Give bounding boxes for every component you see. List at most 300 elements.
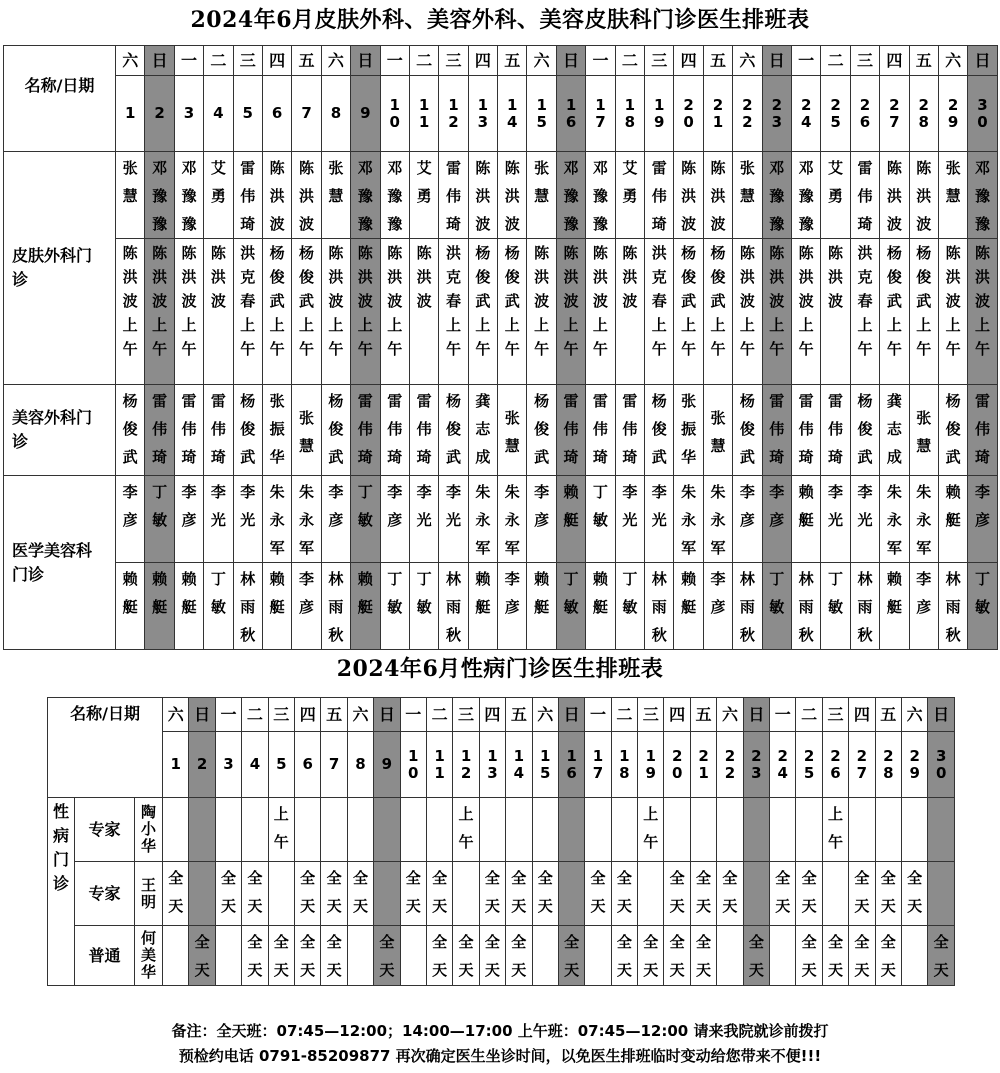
weekday-cell: 一 — [380, 46, 409, 76]
day-number: 17 — [592, 746, 604, 782]
shift-cell — [854, 798, 870, 800]
weekday-cell: 六 — [901, 698, 927, 732]
shift-cell: 全天 — [801, 933, 817, 979]
weekday-cell: 日 — [374, 698, 400, 732]
day-number: 10 — [408, 746, 419, 782]
level-label: 专家 — [75, 862, 135, 926]
shift-cell — [352, 926, 368, 928]
doctor-name: 杨俊武 — [534, 392, 550, 466]
day-row — [4, 76, 998, 152]
doctor-name: 杨俊武上午 — [475, 244, 491, 358]
weekday-cell: 五 — [703, 46, 732, 76]
shift-cell: 全天 — [801, 869, 817, 915]
day-number: 27 — [856, 746, 868, 782]
shift-cell — [590, 798, 606, 800]
doctor-name: 雷伟琦 — [769, 392, 785, 466]
doctor-name: 邓豫豫 — [769, 159, 785, 233]
shift-cell — [405, 926, 421, 928]
doctor-name: 洪克春上午 — [857, 244, 873, 358]
shift-cell — [775, 926, 791, 928]
weekday-cell: 二 — [615, 46, 644, 76]
doctor-name: 杨俊武上午 — [504, 244, 520, 358]
doctor-name: 赖艇 — [681, 570, 697, 616]
weekday-cell: 日 — [762, 46, 791, 76]
day-number: 3 — [183, 104, 195, 122]
shift-cell — [616, 798, 632, 800]
shift-cell — [828, 862, 844, 864]
day-number: 1 — [124, 104, 136, 122]
doctor-name: 张慧 — [945, 159, 961, 205]
doctor-name: 李彦 — [739, 483, 755, 529]
doctor-name: 陈洪波 — [622, 244, 638, 310]
doctor-name: 陈洪波上午 — [975, 244, 991, 358]
day-row — [48, 732, 955, 798]
std-row — [48, 862, 955, 926]
doctor-name: 赖艇 — [563, 483, 579, 529]
shift-cell: 全天 — [484, 869, 500, 915]
weekday-cell: 四 — [674, 46, 703, 76]
shift-cell — [880, 798, 896, 800]
doctor-name: 张慧 — [916, 409, 932, 455]
shift-cell — [432, 798, 448, 800]
shift-cell: 全天 — [194, 933, 210, 979]
doctor-name: 张慧 — [710, 409, 726, 455]
day-number: 25 — [803, 746, 815, 782]
shift-cell: 全天 — [669, 933, 685, 979]
doctor-name: 李彦 — [122, 483, 138, 529]
weekday-cell: 六 — [733, 46, 762, 76]
weekday-cell: 六 — [717, 698, 743, 732]
shift-cell — [458, 862, 474, 864]
doctor-name: 龚志成 — [886, 392, 902, 466]
day-number: 21 — [698, 746, 709, 782]
doctor-name: 张慧 — [299, 409, 315, 455]
doctor-name: 雷伟琦 — [152, 392, 168, 466]
shift-cell: 全天 — [854, 933, 870, 979]
weekday-cell: 三 — [439, 46, 468, 76]
day-number: 9 — [381, 755, 393, 773]
doctor-name: 丁敏 — [622, 570, 638, 616]
doctor-name: 杨俊武 — [651, 392, 667, 466]
shift-cell: 全天 — [827, 933, 843, 979]
doctor-name: 朱永军 — [504, 483, 520, 557]
doctor-name: 艾勇 — [416, 159, 432, 205]
day-number: 18 — [619, 746, 630, 782]
shift-cell — [511, 798, 527, 800]
weekday-cell: 日 — [928, 698, 955, 732]
doctor-name: 何美华 — [141, 929, 157, 981]
day-number: 6 — [271, 104, 283, 122]
shift-cell — [564, 798, 580, 800]
day-number: 28 — [918, 95, 929, 131]
doctor-name: 杨俊武上午 — [886, 244, 902, 358]
header-label: 名称/日期 — [48, 698, 163, 798]
doctor-name: 李光 — [622, 483, 638, 529]
shift-cell — [379, 862, 395, 864]
shift-cell — [221, 926, 237, 928]
doctor-name: 龚志成 — [475, 392, 491, 466]
shift-cell: 全天 — [247, 933, 263, 979]
doctor-name: 张慧 — [122, 159, 138, 205]
shift-cell: 全天 — [511, 933, 527, 979]
shift-cell: 上午 — [458, 805, 474, 851]
shift-cell: 上午 — [273, 805, 289, 851]
doctor-name: 雷伟琦 — [181, 392, 197, 466]
doctor-name: 艾勇 — [210, 159, 226, 205]
day-number: 20 — [671, 746, 683, 782]
doctor-name: 雷伟琦 — [857, 159, 873, 233]
doctor-name: 陈洪波 — [299, 159, 315, 233]
weekday-cell: 三 — [850, 46, 879, 76]
doctor-name: 林雨秋 — [651, 570, 667, 644]
shift-cell — [933, 798, 949, 800]
doctor-name: 林雨秋 — [240, 570, 256, 644]
day-number: 10 — [389, 95, 400, 131]
day-number: 15 — [539, 746, 551, 782]
day-number: 29 — [947, 95, 959, 131]
shift-cell — [221, 798, 237, 800]
page-title: 2024年6月皮肤外科、美容外科、美容皮肤科门诊医生排班表 — [190, 7, 810, 33]
day-number: 13 — [477, 95, 489, 131]
shift-cell: 全天 — [933, 933, 949, 979]
day-number: 28 — [883, 746, 894, 782]
weekday-cell: 四 — [262, 46, 291, 76]
weekday-cell: 三 — [638, 698, 664, 732]
department-name: 皮肤外科门诊 — [12, 246, 93, 289]
weekday-cell: 四 — [880, 46, 909, 76]
weekday-cell: 日 — [558, 698, 584, 732]
doctor-name: 李彦 — [504, 570, 520, 616]
doctor-name: 陈洪波 — [269, 159, 285, 233]
doctor-name: 雷伟琦 — [828, 392, 844, 466]
shift-cell: 全天 — [300, 933, 316, 979]
shift-cell — [722, 926, 738, 928]
doctor-name: 雷伟琦 — [445, 159, 461, 233]
doctor-name: 朱永军 — [269, 483, 285, 557]
doctor-name: 邓豫豫 — [975, 159, 991, 233]
day-number: 17 — [595, 95, 606, 131]
doctor-name: 朱永军 — [916, 483, 932, 557]
day-number: 11 — [434, 746, 445, 782]
doctor-name: 杨俊武上午 — [269, 244, 285, 358]
doctor-name: 赖艇 — [886, 570, 902, 616]
doctor-name: 陈洪波上午 — [945, 244, 961, 358]
doctor-name: 张慧 — [534, 159, 550, 205]
shift-cell: 全天 — [484, 933, 500, 979]
weekday-cell: 日 — [189, 698, 215, 732]
doctor-name: 李彦 — [299, 570, 315, 616]
weekday-cell: 五 — [875, 698, 901, 732]
day-number: 16 — [566, 746, 577, 782]
weekday-cell: 日 — [743, 698, 769, 732]
doctor-name: 丁敏 — [416, 570, 432, 616]
day-number: 9 — [360, 104, 371, 122]
shift-cell: 全天 — [273, 933, 289, 979]
day-number: 26 — [859, 95, 871, 131]
weekday-cell: 一 — [400, 698, 426, 732]
weekday-cell: 一 — [586, 46, 615, 76]
weekday-cell: 日 — [351, 46, 380, 76]
schedule-row — [4, 563, 998, 650]
doctor-name: 陈洪波上午 — [357, 244, 373, 358]
doctor-name: 陈洪波 — [504, 159, 520, 233]
weekday-cell: 二 — [821, 46, 850, 76]
doctor-name: 杨俊武 — [240, 392, 256, 466]
weekday-cell: 四 — [664, 698, 690, 732]
doctor-name: 邓豫豫 — [387, 159, 403, 233]
shift-cell: 全天 — [643, 933, 659, 979]
shift-cell — [907, 926, 923, 928]
doctor-name: 陈洪波上午 — [739, 244, 755, 358]
shift-cell: 全天 — [405, 869, 421, 915]
doctor-name: 陈洪波上午 — [122, 244, 138, 358]
weekday-cell: 五 — [506, 698, 532, 732]
doctor-name: 陶小华 — [141, 803, 157, 855]
weekday-cell: 一 — [215, 698, 241, 732]
shift-cell: 全天 — [432, 933, 448, 979]
doctor-name: 陈洪波上午 — [387, 244, 403, 358]
doctor-name: 丁敏 — [769, 570, 785, 616]
shift-cell: 全天 — [722, 869, 738, 915]
weekday-cell: 一 — [791, 46, 820, 76]
doctor-name: 陈洪波 — [416, 244, 432, 310]
shift-cell — [352, 798, 368, 800]
shift-cell — [300, 798, 316, 800]
shift-cell — [537, 926, 553, 928]
day-number: 21 — [712, 95, 724, 131]
doctor-name: 赖艇 — [357, 570, 373, 616]
weekday-cell: 二 — [242, 698, 268, 732]
weekday-cell: 一 — [174, 46, 203, 76]
day-number: 12 — [460, 746, 472, 782]
doctor-name: 陈洪波 — [681, 159, 697, 233]
doctor-name: 陈洪波上午 — [181, 244, 197, 358]
shift-cell: 全天 — [326, 933, 342, 979]
shift-cell: 全天 — [432, 869, 448, 915]
std-schedule-table — [47, 697, 955, 986]
doctor-name: 李彦 — [181, 483, 197, 529]
doctor-name: 洪克春上午 — [651, 244, 667, 358]
doctor-name: 赖艇 — [269, 570, 285, 616]
weekday-cell: 六 — [347, 698, 373, 732]
doctor-name: 陈洪波 — [710, 159, 726, 233]
weekday-cell: 四 — [468, 46, 497, 76]
weekday-cell: 六 — [527, 46, 556, 76]
shift-cell: 上午 — [643, 805, 659, 851]
schedule-row — [4, 476, 998, 563]
weekday-cell: 二 — [611, 698, 637, 732]
shift-cell: 全天 — [880, 869, 896, 915]
shift-cell — [590, 926, 606, 928]
shift-cell — [194, 862, 210, 864]
weekday-cell: 三 — [822, 698, 848, 732]
shift-cell: 全天 — [537, 869, 553, 915]
doctor-name: 张慧 — [504, 409, 520, 455]
weekday-cell: 二 — [426, 698, 452, 732]
header-label: 名称/日期 — [4, 46, 116, 152]
shift-cell — [379, 798, 395, 800]
doctor-name: 杨俊武 — [328, 392, 344, 466]
doctor-name: 张慧 — [328, 159, 344, 205]
shift-cell — [775, 798, 791, 800]
doctor-name: 朱永军 — [710, 483, 726, 557]
doctor-name: 陈洪波 — [210, 244, 226, 310]
doctor-name: 赖艇 — [122, 570, 138, 616]
doctor-name: 杨俊武 — [857, 392, 873, 466]
shift-cell — [405, 798, 421, 800]
shift-cell — [748, 798, 764, 800]
day-number: 26 — [830, 746, 841, 782]
std-schedule-title: 2024年6月性病门诊医生排班表 — [336, 656, 664, 682]
day-number: 8 — [355, 755, 366, 773]
shift-cell — [273, 862, 289, 864]
shift-cell: 全天 — [880, 933, 896, 979]
doctor-name: 丁敏 — [592, 483, 608, 529]
std-row — [48, 798, 955, 862]
weekday-row — [4, 46, 998, 76]
day-number: 18 — [624, 95, 636, 131]
doctor-name: 李彦 — [916, 570, 932, 616]
dermatology-schedule-table — [3, 45, 998, 650]
day-number: 5 — [242, 104, 253, 122]
weekday-cell: 二 — [409, 46, 438, 76]
doctor-name: 丁敏 — [152, 483, 168, 529]
day-number: 30 — [935, 746, 947, 782]
shift-cell: 全天 — [669, 869, 685, 915]
day-number: 24 — [800, 95, 812, 131]
doctor-name: 雷伟琦 — [798, 392, 814, 466]
doctor-name: 李彦 — [387, 483, 403, 529]
weekday-cell: 五 — [498, 46, 527, 76]
day-number: 19 — [654, 95, 665, 131]
doctor-name: 李光 — [210, 483, 226, 529]
doctor-name: 杨俊武 — [445, 392, 461, 466]
day-number: 2 — [154, 104, 165, 122]
doctor-name: 林雨秋 — [798, 570, 814, 644]
shift-cell — [326, 798, 342, 800]
shift-cell: 全天 — [590, 869, 606, 915]
doctor-name: 张慧 — [739, 159, 755, 205]
day-number: 1 — [170, 755, 181, 773]
doctor-name: 赖艇 — [592, 570, 608, 616]
level-label: 专家 — [75, 798, 135, 862]
doctor-name: 赖艇 — [475, 570, 491, 616]
weekday-cell: 日 — [556, 46, 585, 76]
shift-cell: 全天 — [696, 869, 712, 915]
shift-cell: 上午 — [827, 805, 843, 851]
std-row — [48, 926, 955, 986]
doctor-name: 邓豫豫 — [798, 159, 814, 233]
doctor-name: 李彦 — [975, 483, 991, 529]
doctor-name: 林雨秋 — [445, 570, 461, 644]
doctor-name: 丁敏 — [210, 570, 226, 616]
doctor-name: 邓豫豫 — [357, 159, 373, 233]
doctor-name: 雷伟琦 — [416, 392, 432, 466]
day-number: 6 — [302, 755, 313, 773]
doctor-name: 陈洪波 — [475, 159, 491, 233]
doctor-name: 杨俊武上午 — [681, 244, 697, 358]
weekday-cell: 三 — [645, 46, 674, 76]
doctor-name: 林雨秋 — [945, 570, 961, 644]
doctor-name: 邓豫豫 — [152, 159, 168, 233]
day-number: 19 — [645, 746, 656, 782]
doctor-name: 杨俊武上午 — [916, 244, 932, 358]
doctor-name: 杨俊武 — [122, 392, 138, 466]
weekday-cell: 六 — [163, 698, 189, 732]
shift-cell: 全天 — [616, 869, 632, 915]
doctor-name: 李光 — [416, 483, 432, 529]
shift-cell: 全天 — [352, 869, 368, 915]
shift-cell — [669, 798, 685, 800]
doctor-name: 李光 — [445, 483, 461, 529]
note-line-2: 预检约电话 0791-85209877 再次确定医生坐诊时间，以免医生排班临时变动给您带来不便!!! — [178, 1047, 822, 1065]
weekday-cell: 六 — [532, 698, 558, 732]
weekday-cell: 日 — [145, 46, 174, 76]
schedule-row — [4, 239, 998, 385]
shift-cell: 全天 — [511, 869, 527, 915]
schedule-row — [4, 385, 998, 476]
shift-cell: 全天 — [616, 933, 632, 979]
day-number: 27 — [889, 95, 900, 131]
doctor-name: 邓豫豫 — [592, 159, 608, 233]
shift-cell — [168, 798, 184, 800]
doctor-name: 丁敏 — [975, 570, 991, 616]
day-number: 16 — [565, 95, 577, 131]
day-number: 12 — [448, 95, 459, 131]
shift-cell: 全天 — [300, 869, 316, 915]
doctor-name: 雷伟琦 — [357, 392, 373, 466]
doctor-name: 雷伟琦 — [975, 392, 991, 466]
doctor-name: 艾勇 — [828, 159, 844, 205]
shift-cell — [484, 798, 500, 800]
weekday-cell: 三 — [268, 698, 294, 732]
shift-cell: 全天 — [247, 869, 263, 915]
doctor-name: 丁敏 — [357, 483, 373, 529]
doctor-name: 雷伟琦 — [387, 392, 403, 466]
doctor-name: 林雨秋 — [328, 570, 344, 644]
weekday-cell: 三 — [453, 698, 479, 732]
shift-cell — [907, 798, 923, 800]
shift-cell: 全天 — [458, 933, 474, 979]
doctor-name: 陈洪波上午 — [798, 244, 814, 358]
weekday-cell: 三 — [233, 46, 262, 76]
shift-cell — [537, 798, 553, 800]
shift-cell — [564, 862, 580, 864]
day-number: 2 — [196, 755, 208, 773]
day-number: 3 — [223, 755, 234, 773]
doctor-name: 赖艇 — [152, 570, 168, 616]
day-number: 7 — [328, 755, 340, 773]
doctor-name: 李彦 — [534, 483, 550, 529]
weekday-cell: 日 — [968, 46, 997, 76]
doctor-name: 赖艇 — [181, 570, 197, 616]
doctor-name: 雷伟琦 — [240, 159, 256, 233]
day-number: 14 — [513, 746, 525, 782]
day-number: 11 — [418, 95, 430, 131]
day-number: 20 — [683, 95, 694, 131]
weekday-row — [48, 698, 955, 732]
doctor-name: 朱永军 — [886, 483, 902, 557]
weekday-cell: 四 — [479, 698, 505, 732]
weekday-cell: 一 — [585, 698, 611, 732]
doctor-name: 艾勇 — [622, 159, 638, 205]
doctor-name: 陈洪波上午 — [152, 244, 168, 358]
std-category: 性病门诊 — [53, 802, 70, 893]
weekday-cell: 五 — [292, 46, 321, 76]
doctor-name: 李彦 — [710, 570, 726, 616]
weekday-cell: 六 — [321, 46, 350, 76]
day-number: 14 — [507, 95, 518, 131]
